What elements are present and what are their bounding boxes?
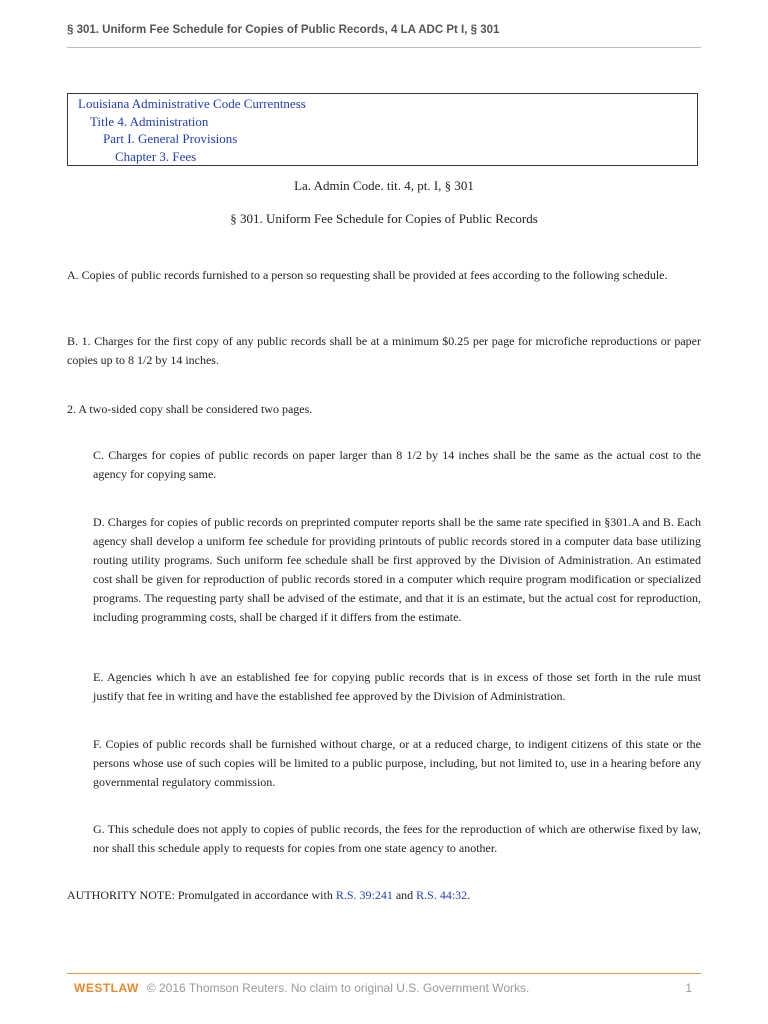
paragraph-d: D. Charges for copies of public records on preprinted computer reports shall be the same rate specified in §301.A and B. Each agency shall develop a uniform fee schedule for providing printouts of public records stored in a computer data base utilizing routing utility programs. Such uniform fee schedule shall be first approved by the Division of Administration. An estimated cost shall be given for reproduction of public records stored in a computer which require program modification or specialized programs. The requesting party shall be advised of the estimate, and that it is an estimate, but the actual cost for reproduction, including programming costs, shall be charged if it differs from the estimate. — [93, 515, 701, 624]
footer — [74, 981, 529, 995]
authority-note — [67, 886, 701, 905]
paragraph-c: C. Charges for copies of public records on paper larger than 8 1/2 by 14 inches shall be the same as the actual cost to the agency for copying same. — [93, 448, 701, 481]
header-divider — [67, 47, 701, 48]
authority-middle: and — [392, 888, 417, 902]
section-title: § 301. Uniform Fee Schedule for Copies of Public Records — [230, 211, 538, 226]
link-part-1[interactable]: Part I. General Provisions — [103, 131, 238, 146]
authority-prefix: AUTHORITY NOTE: Promulgated in accordance with — [67, 888, 336, 902]
page-number: 1 — [685, 981, 692, 995]
paragraph-e: E. Agencies which h ave an established fee for copying public records that is in excess of those set forth in the rule must justify that fee in writing and have the established fee approved by the Division of Administration. — [93, 670, 701, 703]
link-louisiana-admin-code[interactable]: Louisiana Administrative Code Currentness — [78, 96, 306, 111]
running-header: § 301. Uniform Fee Schedule for Copies of Public Records, 4 LA ADC Pt I, § 301 — [67, 24, 500, 36]
paragraph-a: A. Copies of public records furnished to a person so requesting shall be provided at fees according to the following schedule. — [67, 268, 668, 282]
link-rs-39-241[interactable]: R.S. 39:241 — [335, 888, 393, 902]
footer-divider — [67, 973, 701, 974]
paragraph-g: G. This schedule does not apply to copies of public records, the fees for the reproduction of which are otherwise fixed by law, nor shall this schedule apply to requests for copies from one state agency to another. — [93, 822, 701, 855]
authority-suffix: . — [467, 888, 471, 902]
link-title-4[interactable]: Title 4. Administration — [90, 113, 209, 129]
currentness-box — [67, 93, 698, 166]
link-chapter-3[interactable]: Chapter 3. Fees — [115, 148, 197, 164]
paragraph-b1: B. 1. Charges for the first copy of any public records shall be at a minimum $0.25 per page for microfiche reproductions or paper copies up to 8 1/2 by 14 inches. — [67, 334, 701, 367]
paragraph-b2: 2. A two-sided copy shall be considered two pages. — [67, 402, 313, 416]
link-rs-44-32[interactable]: R.S. 44:32 — [416, 888, 468, 902]
citation: La. Admin Code. tit. 4, pt. I, § 301 — [294, 178, 474, 193]
westlaw-logo: WESTLAW — [74, 981, 139, 995]
footer-copyright: © 2016 Thomson Reuters. No claim to original U.S. Government Works. — [146, 981, 530, 995]
paragraph-f: F. Copies of public records shall be furnished without charge, or at a reduced charge, to indigent citizens of this state or the persons whose use of such copies will be limited to a public purpose, including, but not limited to, use in a hearing before any governmental regulatory commission. — [93, 737, 701, 789]
